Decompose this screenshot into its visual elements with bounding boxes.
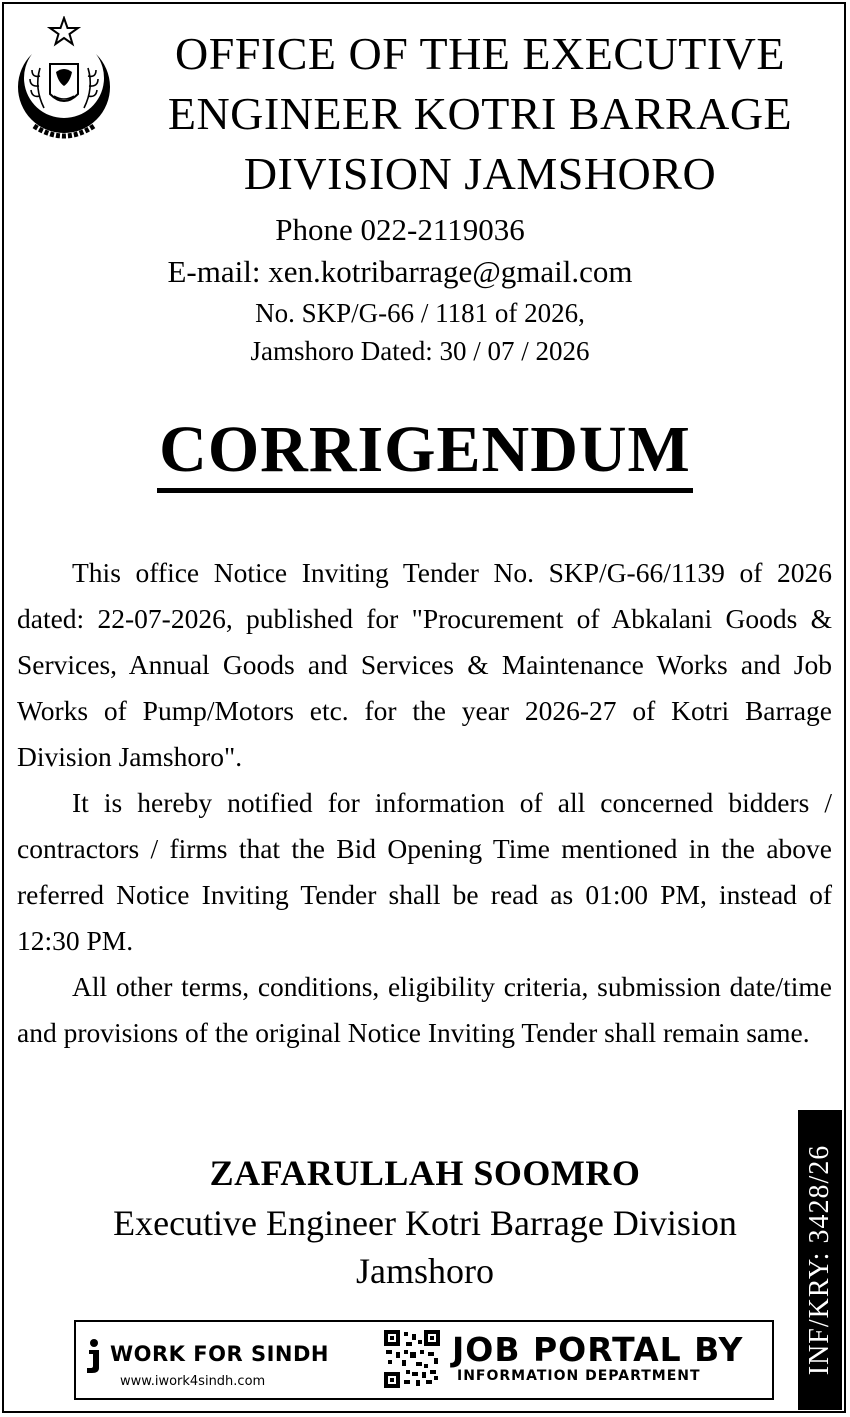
body-paragraph-2: It is hereby notified for information of all concerned bidders / contractors / firms that the Bid Opening Time mentioned in the above referred Notice Inviting Tender shall be read as 01:00 PM, instead of 12:30 PM. xyxy=(17,787,832,956)
iwork-for-sindh-logo xyxy=(84,1330,374,1394)
signatory-name: ZAFARULLAH SOOMRO xyxy=(209,1153,641,1193)
government-seal-icon xyxy=(10,16,118,158)
office-title-line-2: ENGINEER KOTRI BARRAGE xyxy=(167,88,793,139)
office-email: E-mail: xen.kotribarrage@gmail.com xyxy=(167,254,633,289)
corrigendum-title: CORRIGENDUM xyxy=(157,412,693,493)
body-paragraph-1: This office Notice Inviting Tender No. SKP/G-66/1139 of 2026 dated: 22-07-2026, published for "Procurement of Abkalani Goods & Services, Annual Goods and Services & Maintenance Works and Job Works of Pump/Motors etc. for the year 2026-27 of Kotri Barrage Division Jamshoro". xyxy=(17,557,832,772)
reference-number: No. SKP/G-66 / 1181 of 2026, xyxy=(255,298,585,328)
information-department-label: INFORMATION DEPARTMENT xyxy=(457,1368,701,1384)
qr-code-icon xyxy=(384,1330,440,1388)
job-portal-title: JOB PORTAL BY xyxy=(452,1330,744,1369)
body-paragraph-3: All other terms, conditions, eligibility criteria, submission date/time and provisions of the original Notice Inviting Tender shall remain same. xyxy=(17,971,832,1048)
iwork-i-icon xyxy=(84,1338,106,1374)
dated-line: Jamshoro Dated: 30 / 07 / 2026 xyxy=(250,336,590,366)
notice-body xyxy=(17,550,832,1056)
office-title xyxy=(130,24,830,204)
inf-reference-text: INF/KRY: 3428/26 xyxy=(804,1144,835,1376)
office-title-line-1: OFFICE OF THE EXECUTIVE xyxy=(175,28,785,79)
iwork-url: www.iwork4sindh.com xyxy=(120,1374,266,1389)
office-title-line-3: DIVISION JAMSHORO xyxy=(243,148,717,199)
signatory-title: Executive Engineer Kotri Barrage Division xyxy=(113,1203,737,1243)
inf-reference-strip xyxy=(798,1110,842,1410)
job-portal-banner xyxy=(74,1320,774,1400)
office-phone: Phone 022-2119036 xyxy=(275,212,525,247)
signatory-place: Jamshoro xyxy=(356,1251,494,1291)
iwork-label: WORK FOR SINDH xyxy=(110,1342,329,1366)
document-heading xyxy=(0,412,850,493)
